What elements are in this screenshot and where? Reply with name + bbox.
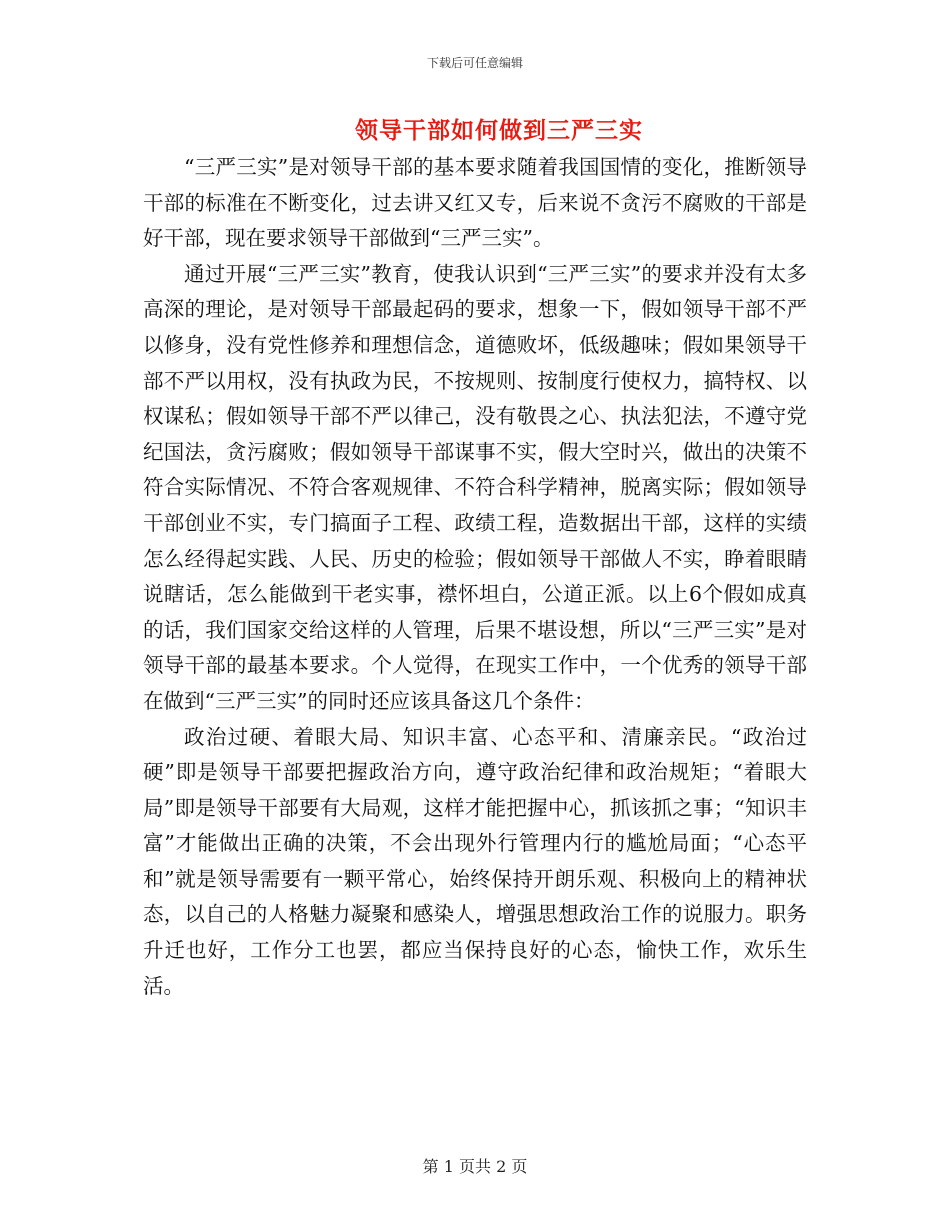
header-note: 下载后可任意编辑: [426, 56, 523, 70]
paragraph-2: 通过开展“三严三实”教育，使我认识到“三严三实”的要求并没有太多高深的理论，是对领导干部最起码的要求，想象一下，假如领导干部不严以修身，没有党性修养和理想信念，道德败坏，低级趣味；假如果领导干部不严以用权，没有执政为民，不按规则、按制度行使权力，搞特权、以权谋私；假如领导干部不严以律己，没有敬畏之心、执法犯法，不遵守党纪国法，贪污腐败；假如领导干部谋事不实，假大空时兴，做出的决策不符合实际情况、不符合客观规律、不符合科学精神，脱离实际；假如领导干部创业不实，专门搞面子工程、政绩工程，造数据出干部，这样的实绩怎么经得起实践、人民、历史的检验；假如领导干部做人不实，睁着眼睛说瞎话，怎么能做到干老实事，襟怀坦白，公道正派。以上6个假如成真的话，我们国家交给这样的人管理，后果不堪设想，所以“三严三实”是对领导干部的最基本要求。个人觉得，在现实工作中，一个优秀的领导干部在做到“三严三实”的同时还应该具备这几个条件：: [143, 261, 807, 713]
page-indicator: 第 1 页共 2 页: [422, 1157, 528, 1176]
document-body: [143, 150, 807, 1004]
paragraph-3: 政治过硬、着眼大局、知识丰富、心态平和、清廉亲民。“政治过硬”即是领导干部要把握政治方向，遵守政治纪律和政治规矩；“着眼大局”即是领导干部要有大局观，这样才能把握中心，抓该抓之事；“知识丰富”才能做出正确的决策，不会出现外行管理内行的尴尬局面；“心态平和”就是领导需要有一颗平常心，始终保持开朗乐观、积极向上的精神状态，以自己的人格魅力凝聚和感染人，增强思想政治工作的说服力。职务升迁也好，工作分工也罢，都应当保持良好的心态，愉快工作，欢乐生活。: [143, 724, 807, 998]
paragraph-1: “三严三实”是对领导干部的基本要求随着我国国情的变化，推断领导干部的标准在不断变化，过去讲又红又专，后来说不贪污不腐败的干部是好干部，现在要求领导干部做到“三严三实”。: [143, 155, 807, 251]
document-title: 领导干部如何做到三严三实: [355, 118, 643, 144]
